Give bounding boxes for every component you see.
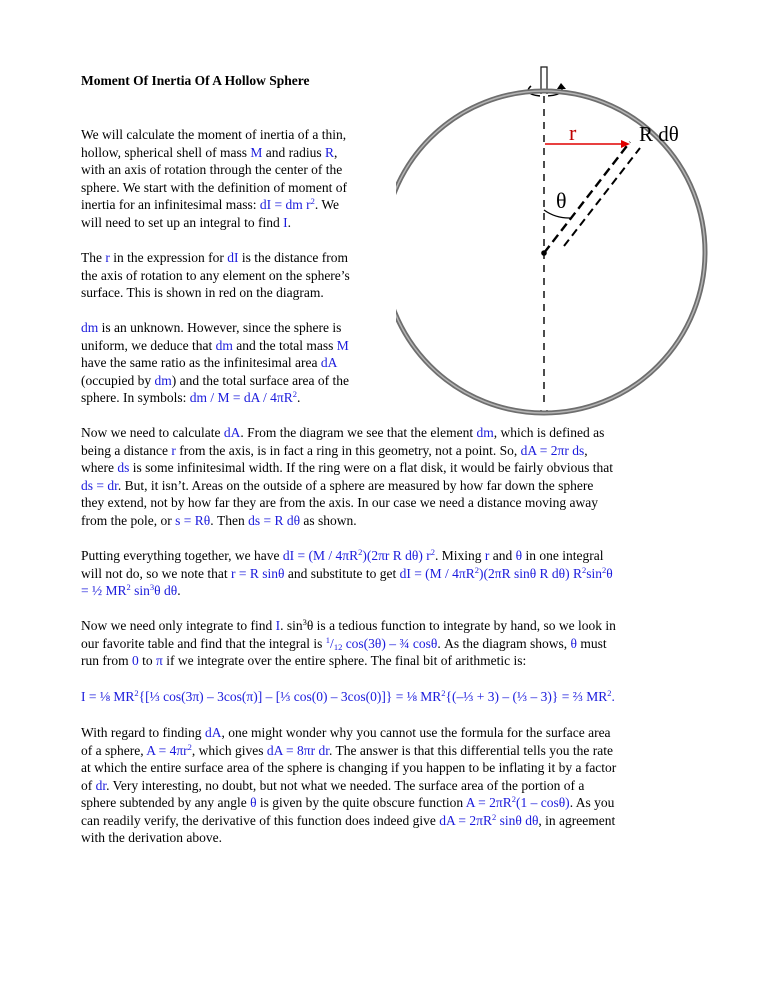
- dm-paragraph: dm is an unknown. However, since the sphere is uniform, we deduce that dm and the total mass M have the same ratio as the infinitesimal area dA (occupied by dm) and the total surface area of the sphere. In symbols: dm / M = dA / $4\pi R^2$.: [81, 320, 350, 405]
- calculate-da-paragraph: Now we need to calculate dA. From the diagram we see that the element dm, which is defined as being a distance r from the axis, is in fact a ring in this geometry, not a point. So, dA = 2πr ds, where ds is some infinitesimal width. If the ring were on a flat disk, it would be fairly obvious that ds = dr. But, it isn’t. Areas on the outside of a sphere are measured by how far down the sphere they extend, not by how far they are from the axis. In our case we need a distance moving away from the pole, or s = Rθ. Then ds = R dθ as shown.: [81, 425, 614, 528]
- final-equation: I = ⅛ $MR^2\{[\frac{1}{3}$ cos(3π) – 3cos(π)] – [⅓ cos(0) – 3cos(0)]} = ⅛ $MR^2\{(-\frac{1}{3} + 3)$ – (⅓ – 3)} = ⅔ $MR^2$.: [81, 688, 615, 704]
- integrate-paragraph: Now we need only integrate to find I. $\sin^3\theta$ is a tedious function to integrate by hand, so we look in our favorite table and find that the integral is $^1/_{12}$ cos(3θ) – ¾ cosθ. As the diagram shows, θ must run from 0 to π if we integrate over the entire sphere. The final bit of arithmetic is:: [81, 617, 616, 668]
- r-label: r: [569, 120, 577, 145]
- intro-paragraph: We will calculate the moment of inertia of a thin, hollow, spherical shell of mass M and radius R, with an axis of rotation through the center of the sphere. We start with the definition of moment of inertia for an infinitesimal mass: dI = dm $r^2$. We will need to set up an integral to find I.: [81, 127, 347, 230]
- rdtheta-label: R dθ: [639, 122, 679, 146]
- putting-together-paragraph: Putting everything together, we have dI = $(M / 4\pi R^2)(2\pi r$ R dθ) $r^2$. Mixing r and θ in one integral will not do, so we note that r = R sinθ and substitute to get dI = $(M / 4\pi R^2)(2\pi R$ sinθ R dθ) $R^2\sin^2\theta$ = ½ $MR^2$ $\sin^3\theta$ dθ.: [81, 547, 613, 598]
- hollow-sphere-diagram: [396, 62, 716, 422]
- page-title: Moment Of Inertia Of A Hollow Sphere: [81, 73, 310, 88]
- theta-label: θ: [556, 188, 567, 213]
- element-line: [564, 148, 640, 246]
- surface-area-paragraph: With regard to finding dA, one might wonder why you cannot use the formula for the surface area of a sphere, $A = 4\pi r^2$, which gives dA = 8πr dr. The answer is that this differential tells you the rate at which the entire surface area of the sphere is changing if you happen to be inflating it by a factor of dr. Very interesting, no doubt, but not what we needed. The surface area of the portion of a sphere subtended by any angle θ is given by the quite obscure function $A = 2\pi R^2(1 - \cos\theta)$. As you can readily verify, the derivative of this function does indeed give dA = $2\pi R^2$ sinθ dθ, in agreement with the derivation above.: [81, 725, 617, 845]
- r-explanation-paragraph: The r in the expression for dI is the distance from the axis of rotation to any element on the sphere’s surface. This is shown in red on the diagram.: [81, 250, 350, 300]
- center-dot: [541, 250, 547, 256]
